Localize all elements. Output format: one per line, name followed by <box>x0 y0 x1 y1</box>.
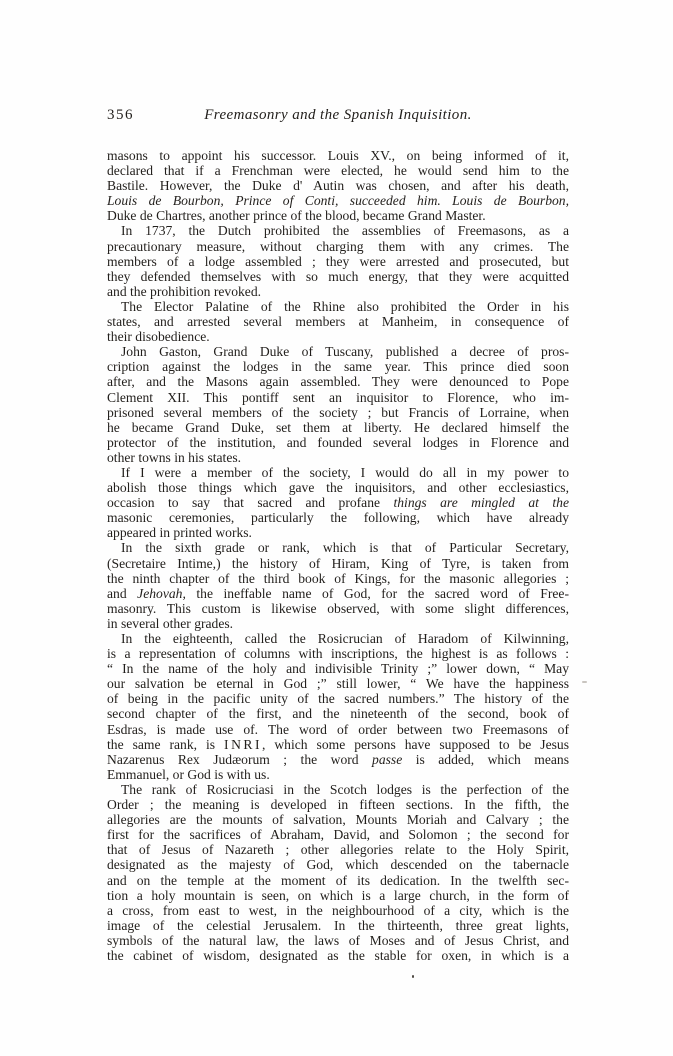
text-line: symbols of the natural law, the laws of Moses and of Jesus Christ, and <box>107 932 569 948</box>
text-line: appeared in printed works. <box>107 525 252 541</box>
scan-speck <box>412 975 414 978</box>
text-line: image of the celestial Jerusalem. In the thirteenth, three great lights, <box>107 917 569 933</box>
running-header <box>107 107 569 126</box>
text-line: protector of the institution, and founded several lodges in Florence and <box>107 434 569 450</box>
text-line: masons to appoint his successor. Louis XV., on being informed of it, <box>107 148 569 163</box>
text-line: tion a holy mountain is seen, on which is a large church, in the form of <box>107 887 569 903</box>
text-line: after, and the Masons again assembled. They were denounced to Pope <box>107 374 569 390</box>
text-line: allegories are the mounts of salvation, Mounts Moriah and Calvary ; the <box>107 812 569 828</box>
text-line: of being in the pacific unity of the sacred numbers.” The history of the <box>107 691 569 707</box>
text-line: is a representation of columns with inscriptions, the highest is as follows : <box>107 646 569 662</box>
text-line <box>107 586 569 601</box>
text-line <box>107 752 569 767</box>
text-line: first for the sacrifices of Abraham, David, and Solomon ; the second for <box>107 827 569 843</box>
text-line: Bastile. However, the Duke d' Autin was chosen, and after his death, <box>107 178 569 194</box>
text-line: a cross, from east to west, in the neighbourhood of a city, which is the <box>107 902 569 918</box>
text-line: and on the temple at the moment of its dedication. In the twelfth sec- <box>107 872 569 888</box>
text-line: precautionary measure, without charging them with any crimes. The <box>107 238 569 254</box>
text-segment: is added, which means <box>402 751 569 767</box>
text-segment: the same rank, is <box>107 736 225 752</box>
text-line: In the sixth grade or rank, which is that of Particular Secretary, <box>121 540 569 556</box>
paragraph <box>107 540 569 631</box>
text-line: In 1737, the Dutch prohibited the assemblies of Freemasons, as a <box>121 223 569 239</box>
text-line: masonic ceremonies, particularly the following, which have already <box>107 510 569 526</box>
paragraph <box>107 223 569 298</box>
text-segment: and <box>107 585 138 601</box>
text-segment: , which some persons have supposed to be Jesus <box>262 736 569 752</box>
paragraph <box>107 631 569 782</box>
text-line: their disobedience. <box>107 329 210 345</box>
text-line: masonry. This custom is likewise observed, with some slight differences, <box>107 600 569 616</box>
text-line: members of a lodge assembled ; they were arrested and prosecuted, but <box>107 253 569 269</box>
text-line: the ninth chapter of the third book of Kings, for the masonic allegories ; <box>107 570 569 586</box>
scan-speck <box>582 681 587 683</box>
text-line: Louis de Bourbon, Prince of Conti, succeeded him. Louis de Bourbon, <box>107 193 569 209</box>
running-title: Freemasonry and the Spanish Inquisition. <box>204 107 472 123</box>
paragraph <box>107 299 569 344</box>
text-segment-italic: Jehovah, <box>137 585 186 601</box>
text-line: that of Jesus of Nazareth ; other allegories relate to the Holy Spirit, <box>107 842 569 858</box>
text-line: the cabinet of wisdom, designated as the stable for oxen, in which is a <box>107 947 569 963</box>
text-line: Clement XII. This pontiff sent an inquisitor to Florence, who im- <box>107 389 569 405</box>
text-line: Duke de Chartres, another prince of the blood, became Grand Master. <box>107 208 486 224</box>
text-line: The rank of Rosicruciasi in the Scotch lodges is the perfection of the <box>121 781 569 797</box>
text-line: Emmanuel, or God is with us. <box>107 766 270 782</box>
page-number: 356 <box>107 107 134 123</box>
text-segment-italic: passe <box>372 751 403 767</box>
text-line <box>107 737 569 752</box>
text-line: The Elector Palatine of the Rhine also prohibited the Order in his <box>121 298 569 314</box>
text-segment-italic: things are mingled at the <box>393 495 569 511</box>
text-segment-caps: INRI <box>224 736 262 752</box>
text-line: In the eighteenth, called the Rosicrucian of Haradom of Kilwinning, <box>121 631 569 646</box>
text-line: other towns in his states. <box>107 449 242 465</box>
text-line: he became Grand Duke, set them at liberty. He declared himself the <box>107 419 569 435</box>
text-line: second chapter of the first, and the nineteenth of the second, book of <box>107 706 569 722</box>
paragraph <box>107 782 569 963</box>
page-content <box>107 107 569 963</box>
paragraph <box>107 344 569 465</box>
text-line: states, and arrested several members at Manheim, in consequence of <box>107 314 569 330</box>
text-line: Order ; the meaning is developed in fifteen sections. In the fifth, the <box>107 797 569 813</box>
text-line: designated as the majesty of God, which descended on the tabernacle <box>107 857 569 873</box>
text-line: cription against the lodges in the same year. This prince died soon <box>107 359 569 375</box>
text-line: John Gaston, Grand Duke of Tuscany, published a decree of pros- <box>121 344 569 360</box>
text-line: they defended themselves with so much energy, that they were acquitted <box>107 268 569 284</box>
text-segment: Nazarenus Rex Judæorum ; the word <box>107 751 373 767</box>
text-segment: occasion to say that sacred and profane <box>107 495 394 511</box>
text-line: our salvation be eternal in God ;” still lower, “ We have the happiness <box>107 676 569 692</box>
body-text <box>107 148 569 963</box>
text-line: in several other grades. <box>107 615 234 631</box>
paragraph <box>107 148 569 223</box>
text-line: (Secretaire Intime,) the history of Hiram, King of Tyre, is taken from <box>107 555 569 571</box>
text-line: If I were a member of the society, I would do all in my power to <box>121 464 569 480</box>
text-line: declared that if a Frenchman were elected, he would send him to the <box>107 163 569 179</box>
text-line: prisoned several members of the society ; but Francis of Lorraine, when <box>107 404 569 420</box>
paragraph <box>107 465 569 540</box>
text-line: Esdras, is made use of. The word of order between two Freemasons of <box>107 721 569 737</box>
text-segment: the ineffable name of God, for the sacred word of Free- <box>185 585 569 601</box>
text-line: abolish those things which gave the inquisitors, and other ecclesiastics, <box>107 480 569 496</box>
text-line: “ In the name of the holy and indivisible Trinity ;” lower down, “ May <box>107 661 569 677</box>
text-line <box>107 495 569 510</box>
text-line: and the prohibition revoked. <box>107 283 262 299</box>
